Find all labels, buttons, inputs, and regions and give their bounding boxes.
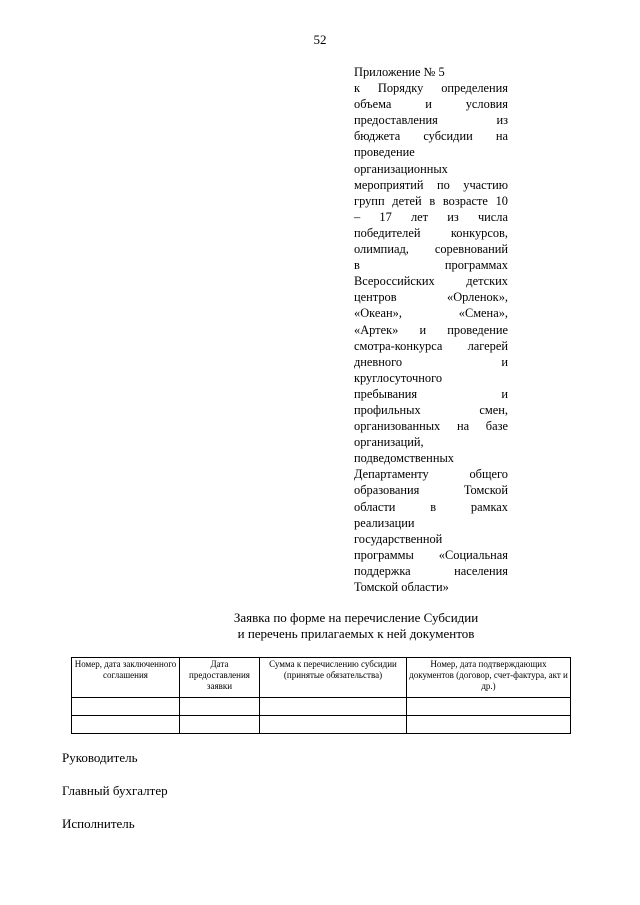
table-header-row (72, 658, 571, 698)
appendix-line: объема и условия (354, 97, 508, 112)
table-cell (180, 716, 260, 734)
appendix-line: поддержка населения (354, 563, 508, 578)
signature-executor: Исполнитель (62, 816, 135, 831)
appendix-line: центров «Орленок», (354, 290, 508, 305)
appendix-line: государственной (354, 531, 443, 546)
appendix-line: «Океан», «Смена», (354, 306, 508, 321)
appendix-line: Томской области» (354, 580, 449, 594)
appendix-line: мероприятий по участию (354, 177, 508, 192)
appendix-line: программы «Социальная (354, 547, 508, 562)
appendix-line: профильных смен, (354, 402, 508, 417)
form-heading-line-1: Заявка по форме на перечисление Субсидии (233, 610, 479, 625)
table-row (72, 698, 571, 716)
page-number: 52 (313, 32, 327, 47)
appendix-line: организованных на базе (354, 419, 508, 434)
appendix-line: образования Томской (354, 483, 508, 498)
appendix-line: смотра-конкурса лагерей (354, 338, 508, 353)
appendix-line: предоставления из (354, 113, 508, 128)
column-header-amount: Сумма к перечислению субсидии (принятые обязательства) (260, 658, 407, 698)
appendix-line: групп детей в возрасте 10 (354, 193, 508, 208)
appendix-line: дневного и (354, 354, 508, 369)
signature-head: Руководитель (62, 750, 138, 765)
appendix-line: «Артек» и проведение (354, 322, 508, 337)
appendix-line: к Порядку определения (354, 81, 508, 96)
table-cell (407, 716, 571, 734)
appendix-line: круглосуточного (354, 370, 443, 385)
appendix-line: подведомственных (354, 451, 454, 466)
appendix-line: в программах (354, 258, 508, 273)
appendix-line: Департаменту общего (354, 467, 508, 482)
table-cell (407, 698, 571, 716)
appendix-line: проведение (354, 145, 415, 160)
appendix-line: организаций, (354, 435, 424, 450)
form-heading-line-2: и перечень прилагаемых к ней документов (237, 626, 475, 641)
appendix-line: бюджета субсидии на (354, 129, 508, 144)
column-header-documents: Номер, дата подтверждающих документов (договор, счет-фактура, акт и др.) (407, 658, 571, 698)
appendix-line: олимпиад, соревнований (354, 242, 508, 257)
documents-table (71, 657, 571, 734)
appendix-line: пребывания и (354, 386, 508, 401)
table-cell (72, 698, 180, 716)
appendix-line: победителей конкурсов, (354, 225, 508, 240)
column-header-request-date: Дата предоставления заявки (180, 658, 260, 698)
table-cell (72, 716, 180, 734)
appendix-line: – 17 лет из числа (354, 209, 508, 224)
appendix-block (354, 64, 508, 595)
form-heading (0, 610, 640, 642)
column-header-agreement: Номер, дата заключенного соглашения (72, 658, 180, 698)
appendix-line: Всероссийских детских (354, 274, 508, 289)
appendix-line: области в рамках (354, 499, 508, 514)
table-row (72, 716, 571, 734)
table-cell (260, 698, 407, 716)
appendix-title: Приложение № 5 (354, 65, 445, 79)
table-cell (180, 698, 260, 716)
table-cell (260, 716, 407, 734)
signature-chief-accountant: Главный бухгалтер (62, 783, 168, 798)
appendix-line: организационных (354, 161, 448, 176)
appendix-line: реализации (354, 515, 415, 530)
